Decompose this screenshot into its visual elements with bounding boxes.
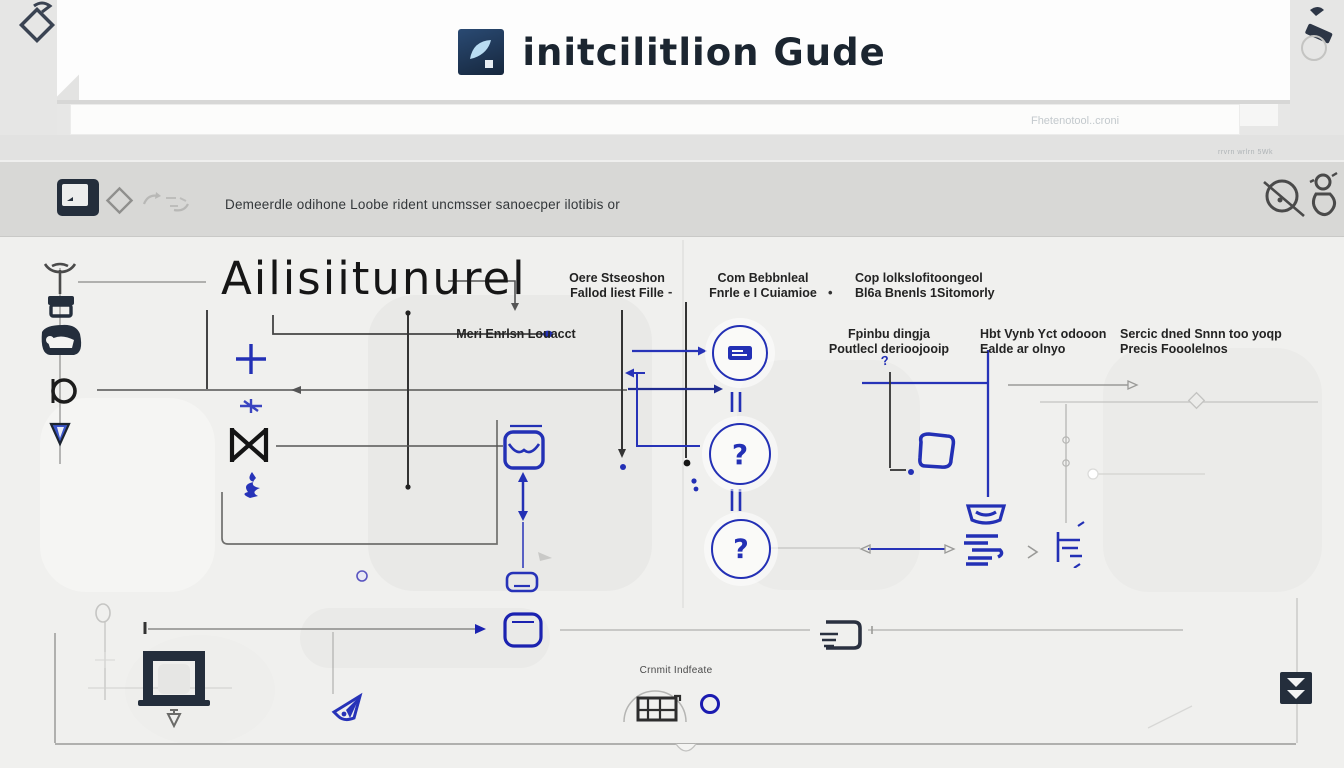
stack2-icon xyxy=(1044,518,1088,568)
paper-plane-icon xyxy=(330,690,368,726)
plus-icon xyxy=(233,341,269,377)
bottom-label: Crnmit Indfeate xyxy=(639,665,713,676)
label-top-3: Cop lolkslofitoongeol Bl6a Bnenls 1Sitomorly xyxy=(855,271,995,300)
sparkle-icon xyxy=(236,396,266,416)
label-mid-3: Hbt Vynb Yct odooon Ealde ar olnyo xyxy=(980,327,1107,356)
corner-note: rrvrn wrlrn 5Wk xyxy=(1218,149,1273,156)
label-top-2: Com Bebbnleal Fnrle e I Cuiamioe xyxy=(709,271,817,300)
x-bracket-icon xyxy=(226,424,272,466)
small-card-icon xyxy=(504,570,542,596)
label-separator-1: - xyxy=(668,284,673,299)
toolbar-description: Demeerdle odihone Loobe rident uncmsser sanoecper ilotibis or xyxy=(225,197,620,212)
double-down-icon[interactable] xyxy=(1278,670,1314,706)
terminal-icon xyxy=(130,648,210,728)
label-mid-1: Meri Enrlsn Louacct xyxy=(456,327,576,341)
bag-icon xyxy=(36,318,88,358)
status-circle-icon xyxy=(698,692,722,716)
card-icon xyxy=(727,344,753,362)
label-top-1: Oere Stseoshon Fallod liest Fille xyxy=(569,271,665,300)
label-mid-4: Sercic dned Snnn too yoqp Precis Fooolelnos xyxy=(1120,327,1282,356)
page-title: initcilitlion Gude xyxy=(522,30,886,74)
small-question-glyph: ? xyxy=(879,352,890,369)
loop-square-icon xyxy=(911,428,961,476)
node-question-1[interactable]: ? xyxy=(709,423,771,485)
blue-box-icon xyxy=(500,610,546,650)
diagram-title: Ailisiitunurel xyxy=(221,252,527,305)
node-question-2[interactable]: ? xyxy=(711,519,771,579)
node-card[interactable] xyxy=(712,325,768,381)
bird-glyph-icon xyxy=(236,470,270,502)
envelope-icon xyxy=(812,616,866,652)
bowl-icon xyxy=(964,500,1008,530)
label-separator-2: • xyxy=(828,285,833,300)
crate-icon xyxy=(620,688,692,728)
stack-icon xyxy=(958,530,1006,568)
lock-dial-icon xyxy=(46,374,80,408)
open-box-icon xyxy=(501,426,547,472)
pin-icon xyxy=(48,420,72,448)
label-mid-2: Fpinbu dingja Poutlecl derioojooip xyxy=(828,327,950,356)
